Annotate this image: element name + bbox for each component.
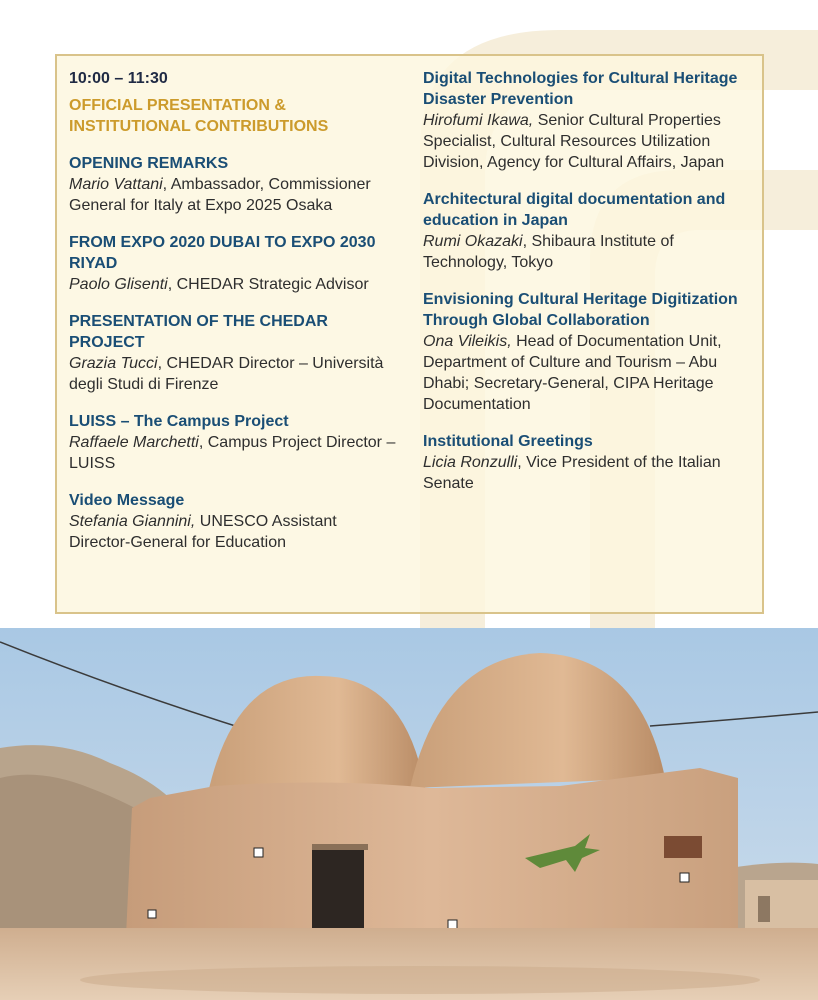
program-item-title: Architectural digital documentation and education in Japan [423, 191, 726, 229]
program-item-title: Envisioning Cultural Heritage Digitization Through Global Collaboration [423, 291, 738, 329]
program-column-left [69, 68, 399, 553]
speaker-separator: , [167, 276, 177, 293]
speaker-role: Vice President of the Italian Senate [423, 454, 721, 492]
speaker-separator: , [157, 355, 167, 372]
speaker-separator: , [162, 176, 171, 193]
speaker-role: CHEDAR Director – Università degli Studi di Firenze [69, 355, 384, 393]
program-item [423, 431, 755, 494]
speaker-role: Shibaura Institute of Technology, Tokyo [423, 233, 674, 271]
session-time: 10:00 – 11:30 [69, 70, 168, 87]
program-item [423, 289, 755, 415]
program-item-speaker [69, 174, 399, 216]
speaker-name: Hirofumi Ikawa, [423, 112, 534, 129]
beehive-house-photo [0, 628, 818, 1000]
program-item-speaker [423, 452, 755, 494]
program-item [423, 189, 755, 273]
program-item [69, 232, 399, 295]
speaker-separator: , [522, 233, 532, 250]
speaker-name: Licia Ronzulli [423, 454, 518, 471]
program-item-title: FROM EXPO 2020 DUBAI TO EXPO 2030 RIYAD [69, 234, 376, 272]
program-item [423, 68, 755, 173]
section-title: OFFICIAL PRESENTATION & INSTITUTIONAL CONTRIBUTIONS [69, 97, 329, 135]
speaker-separator: , [198, 434, 208, 451]
speaker-name: Grazia Tucci [69, 355, 158, 372]
program-item-title: LUISS – The Campus Project [69, 413, 289, 430]
speaker-role: CHEDAR Strategic Advisor [176, 276, 369, 293]
speaker-role: Campus Project Director – LUISS [69, 434, 396, 472]
program-column-right [423, 68, 755, 494]
program-item-title: PRESENTATION OF THE CHEDAR PROJECT [69, 313, 328, 351]
speaker-role: Ambassador, Commissioner General for Italy at Expo 2025 Osaka [69, 176, 371, 214]
program-item-speaker [69, 353, 399, 395]
program-box [55, 54, 764, 614]
program-item-speaker [69, 274, 399, 295]
program-item-title: Video Message [69, 492, 185, 509]
program-item [69, 490, 399, 553]
speaker-name: Rumi Okazaki [423, 233, 523, 250]
program-item [69, 153, 399, 216]
program-item-speaker [69, 432, 399, 474]
speaker-role: Head of Documentation Unit, Department of Culture and Tourism – Abu Dhabi; Secretary-General, CIPA Heritage Documentation [423, 333, 722, 413]
speaker-name: Raffaele Marchetti [69, 434, 199, 451]
program-item-speaker [423, 331, 755, 415]
program-item-title: Institutional Greetings [423, 433, 593, 450]
program-item [69, 311, 399, 395]
program-item-title: OPENING REMARKS [69, 155, 229, 172]
program-item-speaker [423, 110, 755, 173]
speaker-role: Senior Cultural Properties Specialist, Cultural Resources Utilization Division, Agency for Cultural Affairs, Japan [423, 112, 725, 171]
speaker-name: Stefania Giannini, [69, 513, 196, 530]
speaker-name: Paolo Glisenti [69, 276, 168, 293]
speaker-name: Mario Vattani [69, 176, 163, 193]
program-item [69, 411, 399, 474]
speaker-name: Ona Vileikis, [423, 333, 512, 350]
program-item-speaker [69, 511, 399, 553]
speaker-role: UNESCO Assistant Director-General for Education [69, 513, 337, 551]
speaker-separator: , [517, 454, 527, 471]
program-item-title: Digital Technologies for Cultural Heritage Disaster Prevention [423, 70, 738, 108]
program-item-speaker [423, 231, 755, 273]
